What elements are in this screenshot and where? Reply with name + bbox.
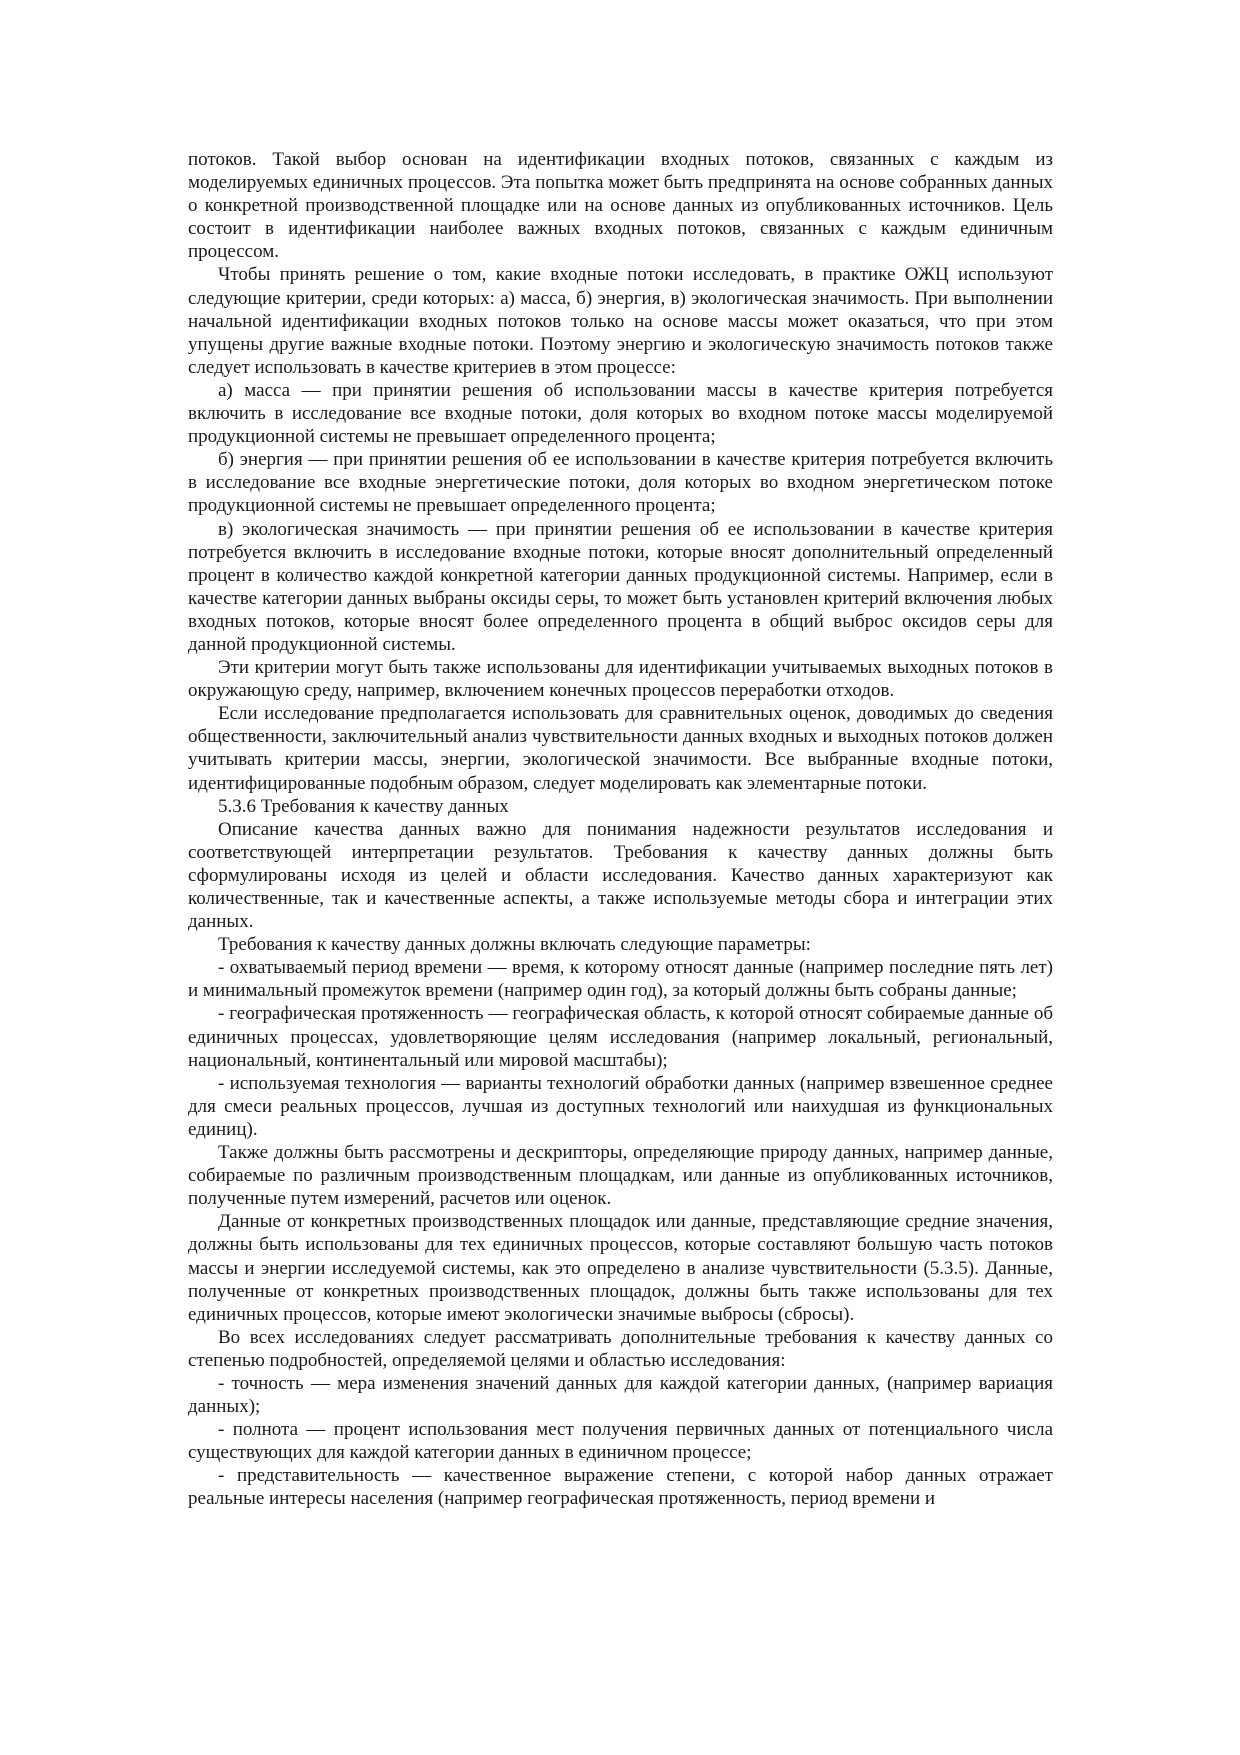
paragraph-6: Эти критерии могут быть также использованы для идентификации учитываемых выходных потоков в окружающую среду, например, включением конечных процессов переработки отходов. (188, 657, 1053, 702)
paragraph-1: потоков. Такой выбор основан на идентификации входных потоков, связанных с каждым из моделируемых единичных процессов. Эта попытка может быть предпринята на основе собранных данных о конкретной производственной площадке или на основе данных из опубликованных источников. Цель состоит в идентификации наиболее важных входных потоков, связанных с каждым единичным процессом. (188, 149, 1053, 263)
list-item-representativeness: - представительность — качественное выражение степени, с которой набор данных отражает реальные интересы населения (например географическая протяженность, период времени и (188, 1465, 1053, 1510)
list-item-technology: - используемая технология — варианты технологий обработки данных (например взвешенное среднее для смеси реальных процессов, лучшая из доступных технологий или наихудшая из функциональных единиц). (188, 1072, 1053, 1140)
paragraph-7: Если исследование предполагается использовать для сравнительных оценок, доводимых до сведения общественности, заключительный анализ чувствительности данных входных и выходных потоков должен учитывать критерии массы, энергии, экологической значимости. Все выбранные входные потоки, идентифицированные подобным образом, следует моделировать как элементарные потоки. (188, 703, 1053, 794)
list-item-precision: - точность — мера изменения значений данных для каждой категории данных, (например вариация данных); (188, 1372, 1053, 1418)
paragraph-3: а) масса — при принятии решения об использовании массы в качестве критерия потребуется включить в исследование все входные потоки, доля которых во входном потоке массы моделируемой продукционной системы не превышает определенного процента; (188, 379, 1053, 448)
document-page (188, 148, 1053, 1511)
section-heading: 5.3.6 Требования к качеству данных (218, 795, 509, 817)
paragraph-15: Данные от конкретных производственных площадок или данные, представляющие средние значения, должны быть использованы для тех единичных процессов, которые составляют большую часть потоков массы и энергии исследуемой системы, как это определено в анализе чувствительности (5.3.5). Данные, полученные от конкретных производственных площадок, должны быть также использованы для тех единичных процессов, которые имеют экологически значимые выбросы (сбросы). (188, 1211, 1053, 1325)
list-item-geography: - географическая протяженность — географическая область, к которой относят собираемые данные об единичных процессах, удовлетворяющие целям исследования (например локальный, региональный, национальный, континентальный или мировой масштабы); (188, 1003, 1053, 1071)
paragraph-14: Также должны быть рассмотрены и дескрипторы, определяющие природу данных, например данные, собираемые по различным производственным площадкам, или данные из опубликованных источников, полученные путем измерений, расчетов или оценок. (188, 1142, 1053, 1210)
paragraph-4: б) энергия — при принятии решения об ее использовании в качестве критерия потребуется включить в исследование все входные энергетические потоки, доля которых во входном энергетическом потоке продукционной системы не превышает определенного процента; (188, 449, 1053, 517)
list-item-completeness: - полнота — процент использования мест получения первичных данных от потенциального числа существующих для каждой категории данных в единичном процессе; (188, 1419, 1053, 1464)
paragraph-2: Чтобы принять решение о том, какие входные потоки исследовать, в практике ОЖЦ используют следующие критерии, среди которых: а) масса, б) энергия, в) экологическая значимость. При выполнении начальной идентификации входных потоков только на основе массы может оказаться, что при этом упущены другие важные входные потоки. Поэтому энергию и экологическую значимость потоков также следует использовать в качестве критериев в этом процессе: (188, 264, 1053, 378)
paragraph-16: Во всех исследованиях следует рассматривать дополнительные требования к качеству данных со степенью подробностей, определяемой целями и областью исследования: (188, 1326, 1053, 1371)
list-item-time-period: - охватываемый период времени — время, к которому относят данные (например последние пять лет) и минимальный промежуток времени (например один год), за который должны быть собраны данные; (188, 957, 1053, 1002)
paragraph-9: Описание качества данных важно для понимания надежности результатов исследования и соответствующей интерпретации результатов. Требования к качеству данных должны быть сформулированы исходя из целей и области исследования. Качество данных характеризуют как количественные, так и качественные аспекты, а также используемые методы сбора и интеграции этих данных. (188, 818, 1053, 933)
paragraph-5: в) экологическая значимость — при принятии решения об ее использовании в качестве критерия потребуется включить в исследование входные потоки, которые вносят дополнительный определенный процент в количество каждой конкретной категории данных продукционной системы. Например, если в качестве категории данных выбраны оксиды серы, то может быть установлен критерий включения любых входных потоков, которые вносят более определенного процента в общий выброс оксидов серы для данной продукционной системы. (188, 518, 1053, 655)
paragraph-10: Требования к качеству данных должны включать следующие параметры: (218, 934, 811, 956)
